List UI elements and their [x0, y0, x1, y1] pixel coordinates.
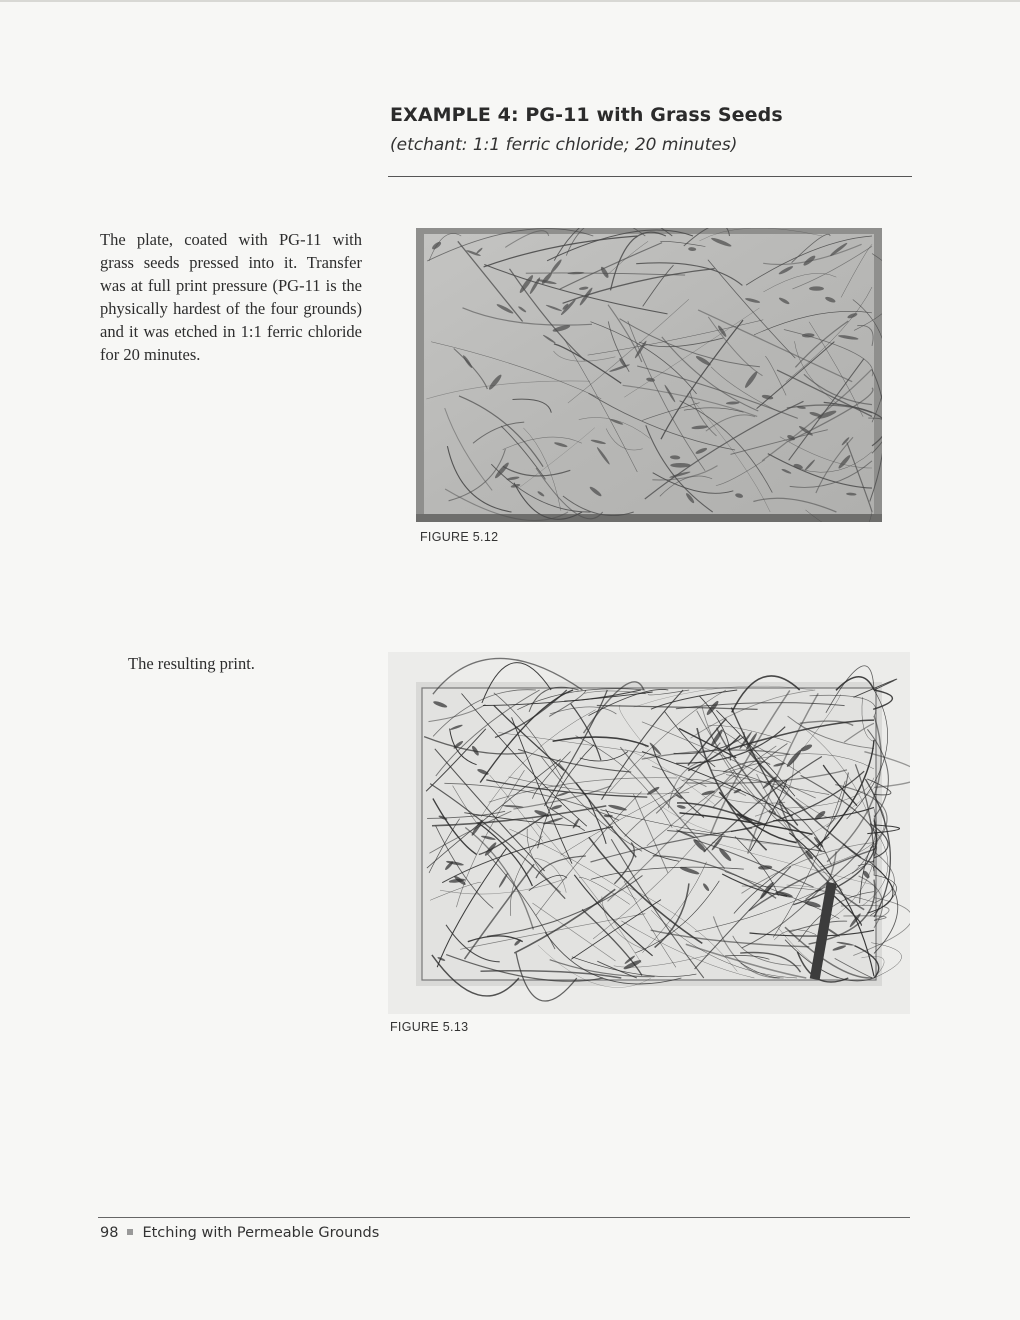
example-title: EXAMPLE 4: PG-11 with Grass Seeds: [390, 104, 783, 126]
footer-section-title: Etching with Permeable Grounds: [142, 1225, 380, 1241]
grass-seed: [809, 286, 824, 290]
print-description: The resulting print.: [128, 654, 255, 673]
plate-description: The plate, coated with PG-11 with grass seeds pressed into it. Transfer was at full print pressure (PG-11 is the physically hardest of the four grounds) and it was etched in 1:1 ferric chloride for 20 minutes.: [100, 230, 362, 364]
figure-5-12-plate-image: [416, 228, 882, 522]
figure-5-13-print-image: [388, 652, 910, 1014]
footer-bullet-icon: [127, 1229, 133, 1235]
page-footer: [100, 1225, 379, 1241]
example-heading: [390, 104, 910, 155]
heading-rule: [388, 176, 912, 177]
page-top-edge: [0, 0, 1020, 2]
etchant-subtitle: (etchant: 1:1 ferric chloride; 20 minutes): [390, 135, 738, 155]
figure-5-12-label: FIGURE 5.12: [420, 530, 499, 544]
page-number: 98: [100, 1225, 119, 1241]
grass-seed: [670, 463, 690, 468]
figure-5-13-label: FIGURE 5.13: [390, 1020, 469, 1034]
footer-rule: [98, 1217, 910, 1218]
